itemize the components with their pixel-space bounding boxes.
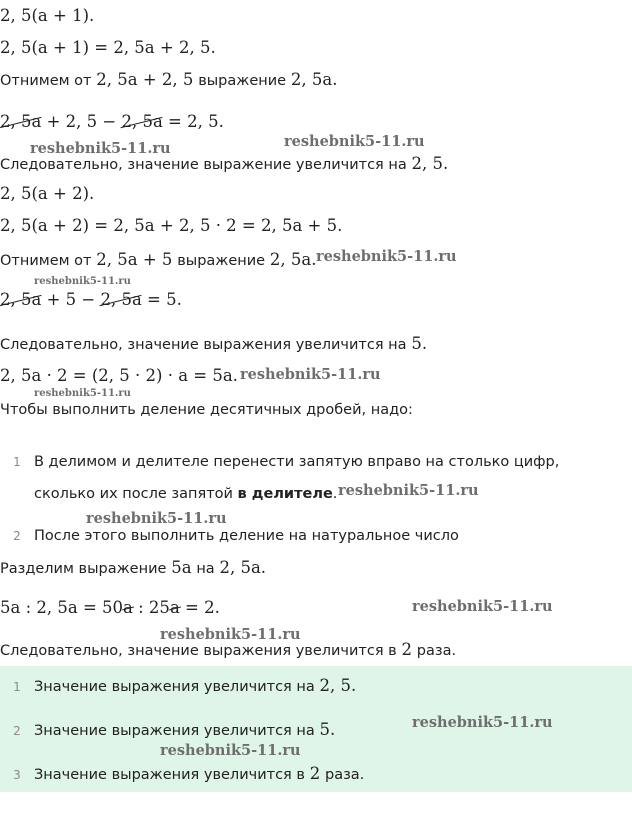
watermark: reshebnik5-11.ru [240, 366, 381, 383]
text-line-5 [0, 154, 448, 175]
rule-emphasis: в делителе [237, 486, 333, 502]
expr-line-11: 2, 5a · 2 = (2, 5 · 2) · a = 5a. [0, 366, 238, 385]
rule-text: После этого выполнить деление на натуральное число [34, 528, 459, 544]
math-fragment: : 25 [138, 598, 170, 617]
watermark: reshebnik5-11.ru [412, 714, 553, 731]
answer-text: Значение выражения увеличится на [34, 679, 315, 695]
rule-text: . [332, 486, 338, 502]
math-fragment: 5a : 2, 5a = 50 [0, 598, 124, 617]
rule-item-1-cont [34, 484, 337, 504]
answer-text: раза. [324, 767, 365, 783]
list-number: 2 [13, 724, 21, 738]
rule-item-1 [0, 452, 559, 472]
watermark: reshebnik5-11.ru [34, 276, 131, 287]
crossed-term: 2, 5a [100, 290, 142, 309]
watermark: reshebnik5-11.ru [160, 742, 301, 759]
math-fragment: 2, 5a. [219, 558, 267, 577]
list-number: 1 [13, 455, 21, 469]
text-fragment: Следовательно, значение выражения увеличится на [0, 337, 407, 353]
expr-line-9 [0, 290, 182, 310]
text-fragment: Отнимем от [0, 73, 92, 89]
text-line-13 [0, 558, 266, 579]
answer-item-3 [0, 764, 364, 785]
text-line-8 [0, 250, 316, 271]
list-number: 2 [13, 529, 21, 543]
expr-line-6: 2, 5(a + 2). [0, 184, 95, 203]
watermark: reshebnik5-11.ru [316, 248, 457, 265]
watermark: reshebnik5-11.ru [34, 388, 131, 399]
crossed-term: 2, 5a [0, 290, 42, 309]
text-line-15 [0, 640, 456, 661]
text-line-10 [0, 334, 427, 355]
watermark: reshebnik5-11.ru [284, 133, 425, 150]
text-fragment: Следовательно, значение выражения увеличится в [0, 643, 397, 659]
text-fragment: Разделим выражение [0, 561, 167, 577]
watermark: reshebnik5-11.ru [160, 626, 301, 643]
text-line-3 [0, 70, 337, 91]
watermark: reshebnik5-11.ru [30, 140, 171, 157]
math-fragment: = 5. [147, 290, 182, 309]
crossed-term: a [169, 598, 180, 617]
text-fragment: раза. [416, 643, 457, 659]
text-fragment: выражение [177, 253, 266, 269]
math-fragment: 2, 5a. [269, 250, 317, 269]
math-fragment: = 2. [185, 598, 220, 617]
text-fragment: на [196, 561, 215, 577]
list-number: 3 [13, 768, 21, 782]
expr-line-14 [0, 598, 220, 618]
math-fragment: 2, 5a. [290, 70, 338, 89]
answer-text: Значение выражения увеличится на [34, 723, 315, 739]
watermark: reshebnik5-11.ru [412, 598, 553, 615]
crossed-term: 2, 5a [0, 112, 42, 131]
answer-text: Значение выражения увеличится в [34, 767, 305, 783]
list-number: 1 [13, 680, 21, 694]
answer-math: 2, 5. [319, 676, 357, 695]
expr-line-4 [0, 112, 224, 132]
math-fragment: 2, 5a + 2, 5 [96, 70, 194, 89]
math-fragment: 2, 5a + 5 [96, 250, 173, 269]
watermark: reshebnik5-11.ru [338, 482, 479, 499]
expr-line-1: 2, 5(a + 1). [0, 6, 95, 25]
rule-text: сколько их после запятой [34, 486, 233, 502]
watermark: reshebnik5-11.ru [86, 510, 227, 527]
answer-item-2 [0, 720, 335, 741]
math-fragment: 2, 5. [411, 154, 449, 173]
math-fragment: + 5 − [46, 290, 96, 309]
math-fragment: 2 [401, 640, 412, 659]
math-fragment: 5a [171, 558, 192, 577]
math-fragment: 5. [411, 334, 428, 353]
text-fragment: Отнимем от [0, 253, 92, 269]
answer-math: 2 [309, 764, 321, 783]
answer-item-1 [0, 676, 356, 697]
crossed-term: a [123, 598, 133, 617]
crossed-term: 2, 5a [121, 112, 163, 131]
text-fragment: выражение [198, 73, 287, 89]
rule-text: В делимом и делителе перенести запятую вправо на столько цифр, [34, 454, 560, 470]
text-fragment: Следовательно, значение выражение увеличится на [0, 157, 407, 173]
rule-intro: Чтобы выполнить деление десятичных дробей, надо: [0, 402, 413, 418]
math-fragment: = 2, 5. [168, 112, 224, 131]
expr-line-2: 2, 5(a + 1) = 2, 5a + 2, 5. [0, 38, 216, 57]
rule-item-2 [0, 526, 459, 546]
expr-line-7: 2, 5(a + 2) = 2, 5a + 2, 5 · 2 = 2, 5a + 5. [0, 216, 343, 235]
answer-math: 5. [319, 720, 336, 739]
math-fragment: + 2, 5 − [46, 112, 117, 131]
